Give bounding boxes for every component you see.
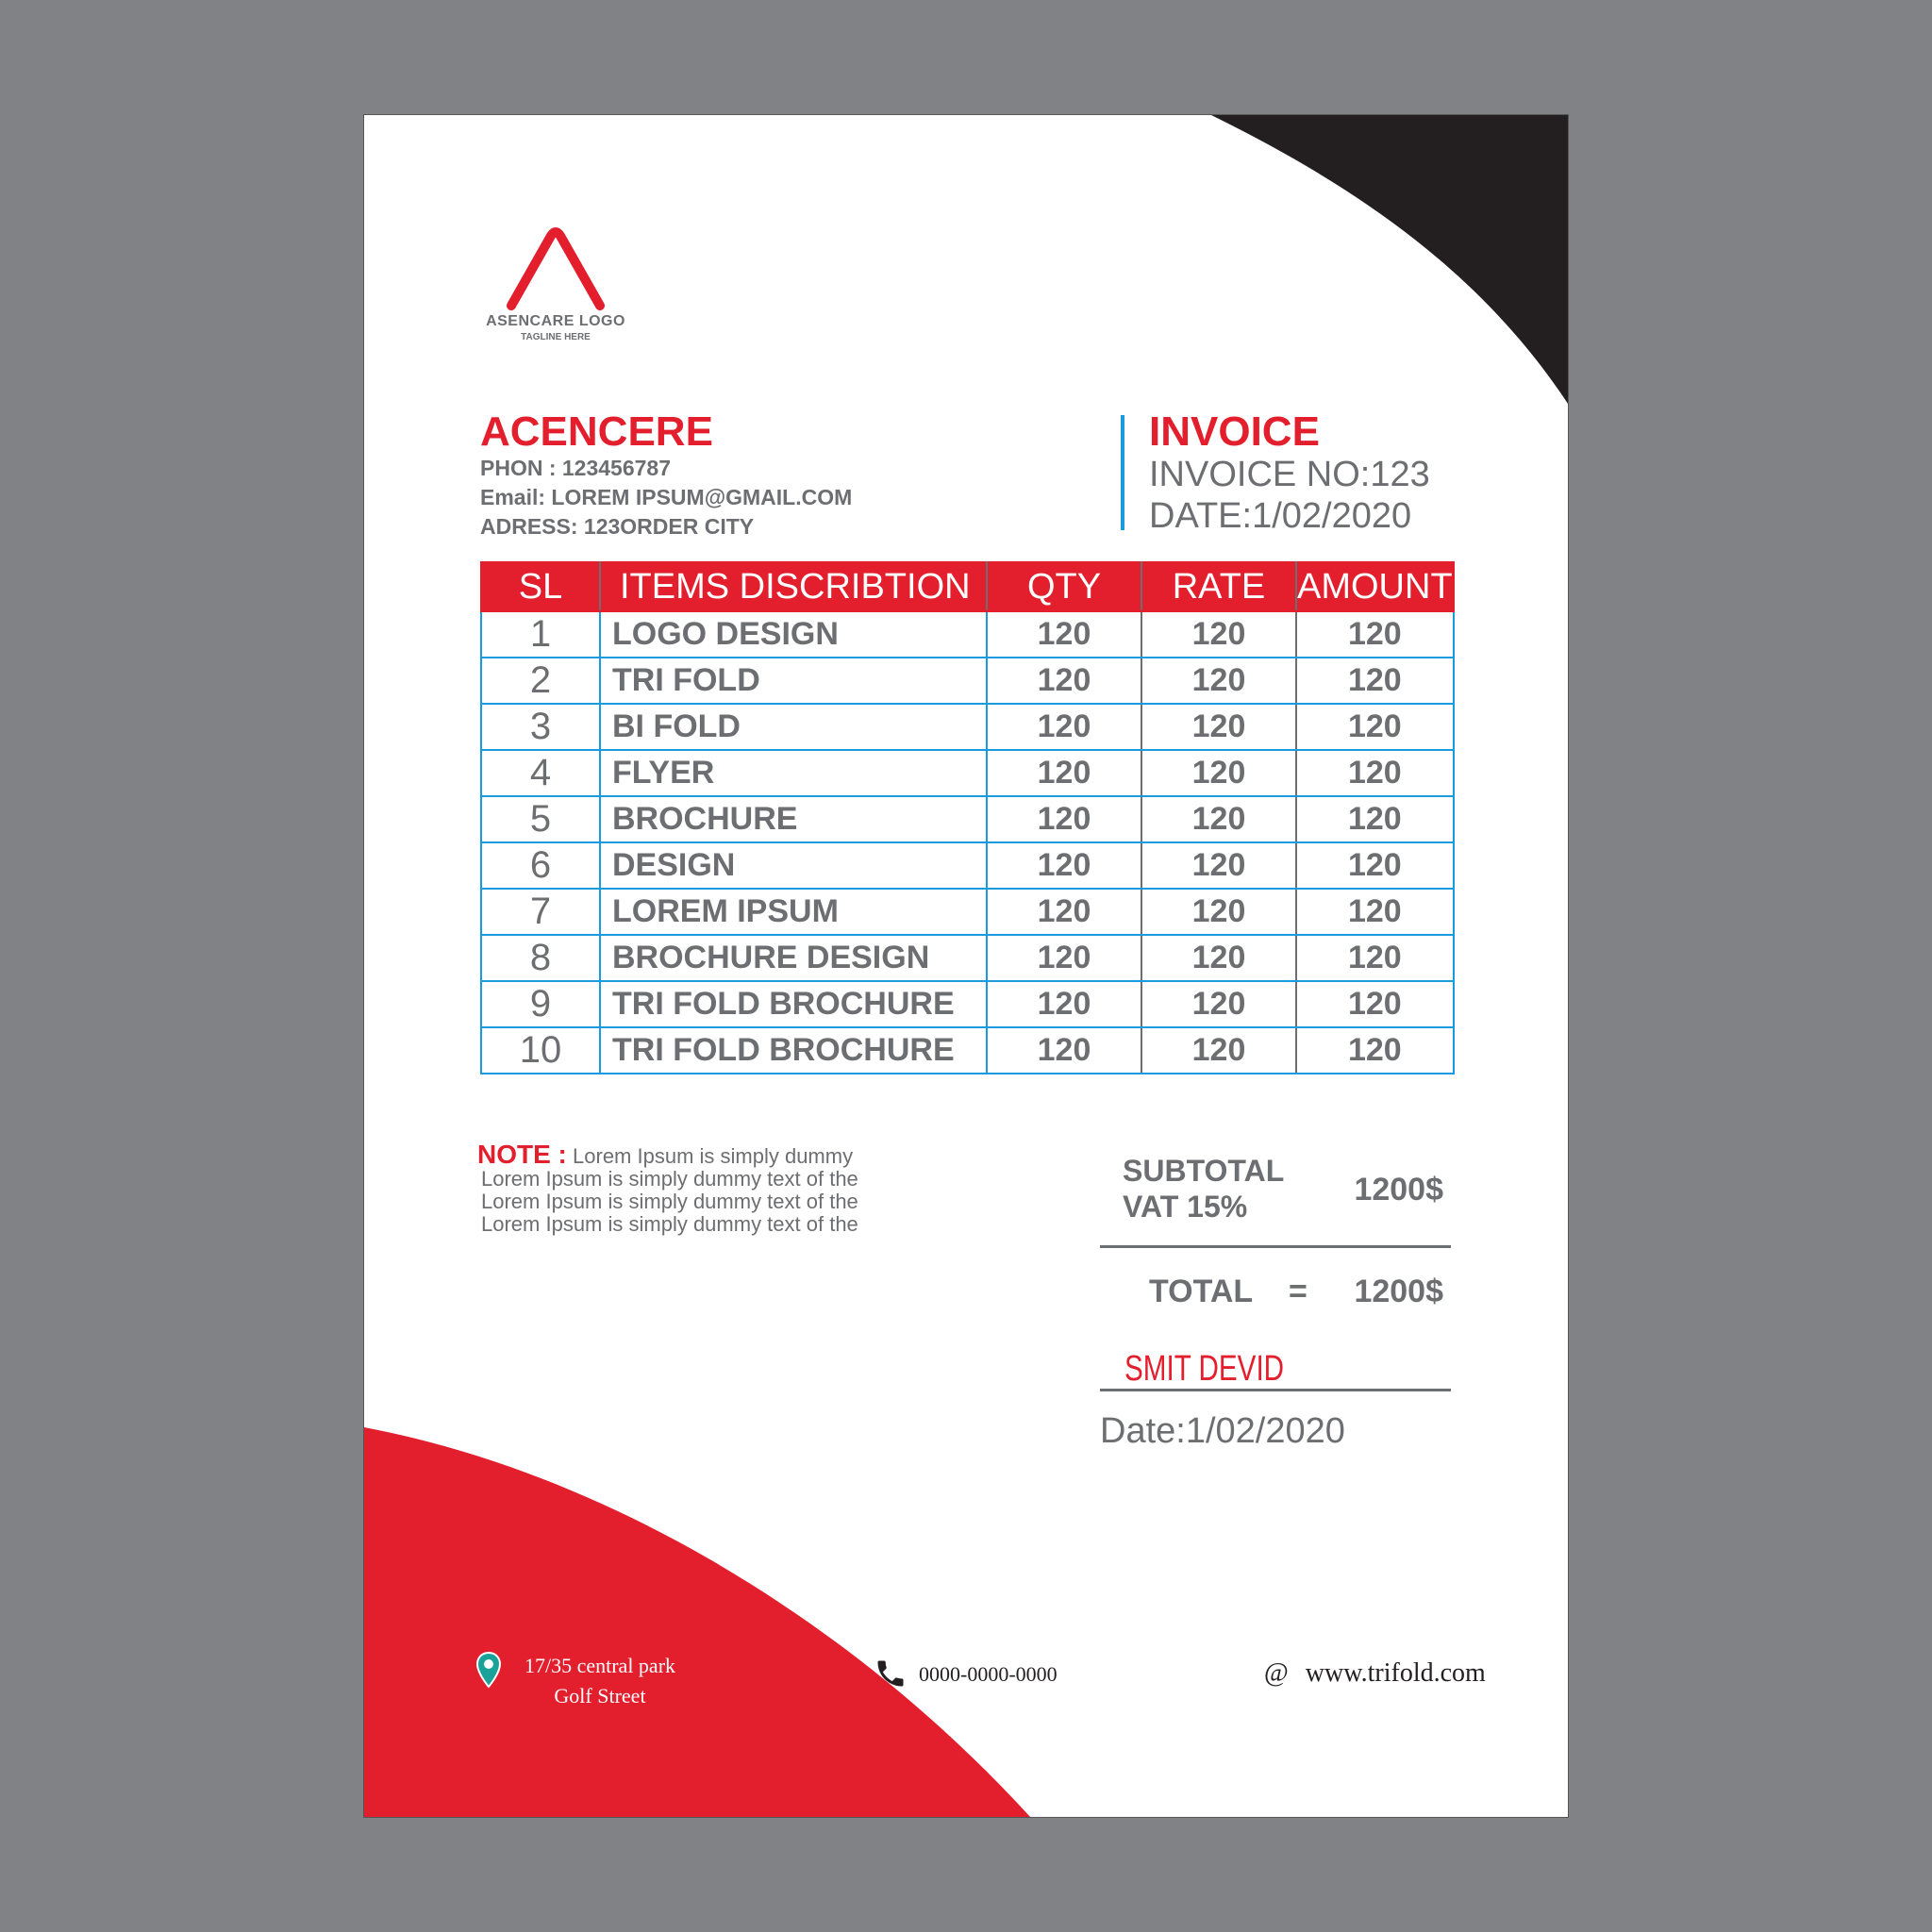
table-row	[481, 796, 1454, 842]
invoice-divider	[1121, 415, 1124, 530]
row-qty: 120	[987, 935, 1141, 981]
row-description: LOGO DESIGN	[600, 611, 987, 658]
row-sl: 9	[481, 981, 600, 1027]
note-line: Lorem Ipsum is simply dummy text of the	[481, 1212, 858, 1236]
row-sl: 6	[481, 842, 600, 889]
total-equals: =	[1289, 1274, 1307, 1309]
table-row	[481, 935, 1454, 981]
row-amount: 120	[1296, 889, 1454, 935]
row-rate: 120	[1141, 658, 1296, 704]
row-qty: 120	[987, 842, 1141, 889]
row-qty: 120	[987, 1027, 1141, 1074]
bottom-left-red-swoosh	[364, 1427, 1030, 1817]
row-description: TRI FOLD	[600, 658, 987, 704]
row-amount: 120	[1296, 1027, 1454, 1074]
row-sl: 10	[481, 1027, 600, 1074]
signature-line	[1100, 1389, 1451, 1391]
footer-address	[475, 1651, 676, 1707]
company-address: ADRESS: 123ORDER CITY	[480, 514, 755, 539]
row-sl: 7	[481, 889, 600, 935]
subtotal-value: 1200$	[1354, 1172, 1443, 1208]
note-first-line: Lorem Ipsum is simply dummy	[573, 1144, 854, 1168]
row-qty: 120	[987, 981, 1141, 1027]
logo-name: ASENCARE LOGO	[486, 313, 625, 329]
row-rate: 120	[1141, 842, 1296, 889]
row-rate: 120	[1141, 750, 1296, 796]
location-pin-icon	[475, 1651, 502, 1689]
row-rate: 120	[1141, 1027, 1296, 1074]
logo-tagline: TAGLINE HERE	[521, 332, 591, 342]
row-description: TRI FOLD BROCHURE	[600, 981, 987, 1027]
total-label: TOTAL	[1149, 1274, 1254, 1309]
row-sl: 4	[481, 750, 600, 796]
table-header-row	[481, 562, 1454, 611]
top-right-black-swoosh	[1211, 115, 1568, 404]
footer-phone	[874, 1657, 1058, 1696]
row-amount: 120	[1296, 796, 1454, 842]
note-block	[477, 1140, 930, 1236]
invoice-date: DATE:1/02/2020	[1149, 496, 1412, 536]
signature-date: Date:1/02/2020	[1100, 1411, 1345, 1451]
note-label: NOTE :	[477, 1140, 567, 1169]
table-row	[481, 1027, 1454, 1074]
company-email: Email: LOREM IPSUM@GMAIL.COM	[480, 485, 853, 509]
row-rate: 120	[1141, 796, 1296, 842]
note-line: Lorem Ipsum is simply dummy text of the	[481, 1190, 858, 1213]
address-line-1: 17/35 central park	[524, 1654, 676, 1677]
row-sl: 5	[481, 796, 600, 842]
row-description: BROCHURE DESIGN	[600, 935, 987, 981]
row-description: BROCHURE	[600, 796, 987, 842]
row-sl: 2	[481, 658, 600, 704]
table-row	[481, 658, 1454, 704]
signature-name: SMIT DEVID	[1124, 1349, 1285, 1389]
row-amount: 120	[1296, 704, 1454, 750]
row-description: LOREM IPSUM	[600, 889, 987, 935]
row-description: FLYER	[600, 750, 987, 796]
company-phone: PHON : 123456787	[480, 456, 672, 480]
row-description: TRI FOLD BROCHURE	[600, 1027, 987, 1074]
row-amount: 120	[1296, 935, 1454, 981]
row-rate: 120	[1141, 704, 1296, 750]
logo	[475, 226, 636, 342]
row-qty: 120	[987, 611, 1141, 658]
address-line-2: Golf Street	[554, 1684, 646, 1707]
header-qty: QTY	[987, 562, 1141, 611]
row-amount: 120	[1296, 750, 1454, 796]
table-row	[481, 750, 1454, 796]
row-rate: 120	[1141, 935, 1296, 981]
row-rate: 120	[1141, 981, 1296, 1027]
invoice-info	[1149, 410, 1430, 537]
vat-label: VAT 15%	[1123, 1190, 1248, 1224]
row-qty: 120	[987, 796, 1141, 842]
header-description: ITEMS DISCRIBTION	[600, 562, 987, 611]
table-row	[481, 842, 1454, 889]
table-row	[481, 611, 1454, 658]
website-url: www.trifold.com	[1305, 1658, 1486, 1688]
header-amount: AMOUNT	[1296, 562, 1454, 611]
header-sl: SL	[481, 562, 600, 611]
logo-triangle-icon	[504, 226, 608, 311]
row-qty: 120	[987, 750, 1141, 796]
row-amount: 120	[1296, 658, 1454, 704]
row-rate: 120	[1141, 889, 1296, 935]
row-description: BI FOLD	[600, 704, 987, 750]
table-row	[481, 704, 1454, 750]
totals-divider	[1100, 1245, 1451, 1248]
row-amount: 120	[1296, 981, 1454, 1027]
row-qty: 120	[987, 889, 1141, 935]
invoice-number: INVOICE NO:123	[1149, 455, 1430, 494]
items-table	[480, 561, 1455, 1074]
row-qty: 120	[987, 658, 1141, 704]
row-rate: 120	[1141, 611, 1296, 658]
company-info	[480, 410, 852, 541]
note-line: Lorem Ipsum is simply dummy text of the	[481, 1167, 858, 1191]
row-qty: 120	[987, 704, 1141, 750]
row-sl: 8	[481, 935, 600, 981]
row-amount: 120	[1296, 842, 1454, 889]
invoice-page	[364, 115, 1568, 1817]
row-sl: 1	[481, 611, 600, 658]
table-row	[481, 889, 1454, 935]
row-sl: 3	[481, 704, 600, 750]
at-icon: @	[1264, 1658, 1289, 1688]
phone-icon	[874, 1657, 908, 1690]
phone-number: 0000-0000-0000	[919, 1662, 1058, 1686]
table-row	[481, 981, 1454, 1027]
footer-website	[1264, 1658, 1486, 1689]
row-amount: 120	[1296, 611, 1454, 658]
header-rate: RATE	[1141, 562, 1296, 611]
company-name: ACENCERE	[480, 408, 713, 455]
total-value: 1200$	[1354, 1274, 1443, 1309]
row-description: DESIGN	[600, 842, 987, 889]
subtotal-label: SUBTOTAL	[1123, 1154, 1285, 1188]
invoice-title: INVOICE	[1149, 408, 1320, 455]
